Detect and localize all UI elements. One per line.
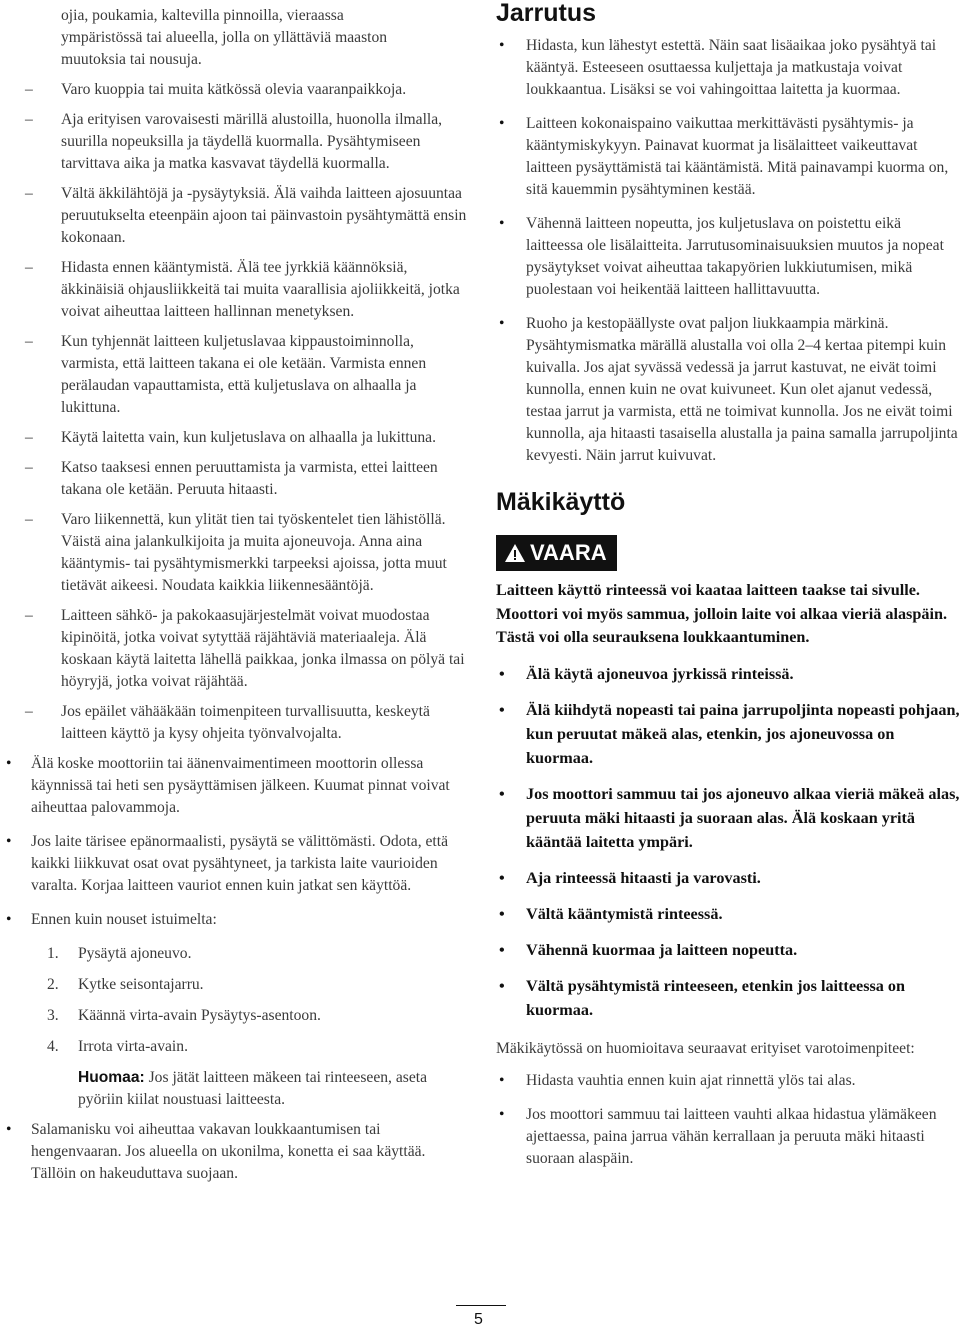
list-item: – Kun tyhjennät laitteen kuljetuslavaa kippaustoiminnolla, varmista, että laitteen takana ei ole ketään. Varmista ennen perälaudan vapauttamista, että kuljetuslava on alhaalla ja lukittuna. (25, 333, 427, 416)
list-item: – Laitteen sähkö- ja pakokaasujärjestelmät voivat muodostaa kipinöitä, jotka voivat sytyttää räjähtäviä materiaaleja. Älä koskaan käytä laitetta lähellä paikkaa, jonka ilmassa on pölyä tai höyryjä, jotka voivat räjähtää. (25, 607, 465, 690)
list-item: – Varo liikennettä, kun ylität tien tai työskentelet tien lähistöllä. Väistä aina jalankulkijoita ja muita ajoneuvoja. Anna aina kääntymis- tai pysähtymismerkki tarpeeksi ajoissa, jotta muut tietävät aikeesi. Noudata kaikkia liikennesääntöjä. (25, 511, 447, 594)
bullet-icon: • (499, 700, 505, 719)
list-item: • Älä koske moottoriin tai äänenvaimentimeen moottorin ollessa käynnissä tai heti sen pysäyttämisen jälkeen. Kuumat pinnat voivat aiheuttaa palovammoja. (6, 755, 450, 816)
dash-icon: – (25, 459, 33, 476)
danger-label: VAARA (530, 540, 607, 565)
bullet-icon: • (6, 911, 12, 928)
list-item: • Laitteen kokonaispaino vaikuttaa merkittävästi pysähtymis- ja kääntymiskykyyn. Painavat kuormat ja lisälaitteet vaikeuttavat laitteen pysäyttämistä tai kääntämistä. Mitä painavampi kuorma on, sitä kauemmin pysähtyminen kestää. (499, 115, 949, 198)
bullet-icon: • (499, 904, 505, 923)
bullet-icon: • (6, 833, 12, 850)
dash-icon: – (25, 429, 33, 446)
dash-icon: – (25, 703, 33, 720)
danger-list (496, 662, 960, 1022)
dash-icon: – (25, 333, 33, 350)
note-label: Huomaa: (78, 1069, 145, 1086)
list-item: – Käytä laitetta vain, kun kuljetuslava on alhaalla ja lukittuna. (0, 427, 470, 449)
page-number: 5 (474, 1311, 483, 1328)
intro-line: ojia, poukamia, kaltevilla pinnoilla, vieraassa (61, 7, 344, 24)
left-column (0, 5, 470, 1197)
list-item: • Aja rinteessä hitaasti ja varovasti. (496, 866, 960, 890)
dash-icon: – (25, 259, 33, 276)
danger-badge (496, 535, 617, 571)
list-item: • Vältä pysähtymistä rinteeseen, etenkin jos laitteessa on kuormaa. (496, 974, 960, 1022)
slope-intro: Mäkikäytössä on huomioitava seuraavat erityiset varotoimenpiteet: (496, 1039, 915, 1057)
dash-icon: – (25, 185, 33, 202)
list-item: • Vähennä laitteen nopeutta, jos kuljetuslava on poistettu eikä laitteessa ole lisälaitteita. Jarrutusominaisuuksien muutos ja nopeat pysäytykset voivat aiheuttaa takapyörien lukkiutumisen, mikä puolestaan voi heikentää laitteen hallittavuutta. (499, 215, 944, 298)
list-item: • Hidasta vauhtia ennen kuin ajat rinnettä ylös tai alas. (496, 1070, 960, 1092)
list-item: • Vältä kääntymistä rinteessä. (496, 902, 960, 926)
list-item: • Jos laite tärisee epänormaalisti, pysäytä se välittömästi. Odota, että kaikki liikkuvat osat ovat pysähtyneet, ja tarkista laite vaurioiden varalta. Korjaa laitteen vauriot ennen kuin jatkat sen käyttöä. (6, 833, 449, 894)
bullet-icon: • (499, 315, 505, 332)
right-column (496, 0, 960, 1182)
list-item: • Älä kiihdytä nopeasti tai paina jarrupoljinta nopeasti pohjaan, kun peruutat mäkeä alas, etenkin, jos ajoneuvossa on kuormaa. (496, 698, 960, 770)
list-item: • Jos moottori sammuu tai laitteen vauhti alkaa hidastua ylämäkeen ajettaessa, paina jarrua vähän kerrallaan ja peruuta mäki hitaasti suoraan alaspäin. (499, 1105, 937, 1167)
numbered-step: 3. Käännä virta-avain Pysäytys-asentoon. (47, 1007, 321, 1024)
dash-icon: – (25, 607, 33, 624)
section-heading-slope: Mäkikäyttö (496, 488, 626, 516)
list-item: • Ennen kuin nouset istuimelta: (0, 909, 470, 931)
list-item: • Älä käytä ajoneuvoa jyrkissä rinteissä. (496, 662, 960, 686)
danger-text: Laitteen käyttö rinteessä voi kaataa laitteen taakse tai sivulle. Moottori voi myös sammua, jolloin laite voi alkaa vieriä alaspäin. Tästä voi olla seurauksena loukkaantuminen. (496, 581, 947, 646)
warning-triangle-icon (504, 543, 526, 563)
list-item: • Jos moottori sammuu tai jos ajoneuvo alkaa vieriä mäkeä alas, peruuta mäki hitaasti ja suoraan alas. Älä koskaan yritä kääntää laitetta ympäri. (496, 782, 960, 854)
bullet-icon: • (499, 868, 505, 887)
bullet-icon: • (499, 37, 505, 54)
bullet-icon: • (499, 1105, 505, 1123)
dash-icon: – (25, 81, 33, 98)
bullet-icon: • (499, 215, 505, 232)
bullet-icon: • (499, 1071, 505, 1089)
list-item: • Salamanisku voi aiheuttaa vakavan loukkaantumisen tai hengenvaaran. Jos alueella on ukonilma, konetta ei saa käyttää. Tällöin on hakeuduttava suojaan. (6, 1121, 426, 1182)
list-item: – Vältä äkkilähtöjä ja -pysäytyksiä. Älä vaihda laitteen ajosuuntaa peruutukselta eteenpäin ajoon tai päinvastoin pysähtymättä ensin kokonaan. (25, 185, 467, 246)
numbered-step: 4. Irrota virta-avain. (47, 1038, 188, 1055)
list-item: – Varo kuoppia tai muita kätkössä olevia vaaranpaikkoja. (0, 79, 470, 101)
numbered-step: 1. Pysäytä ajoneuvo. (47, 945, 192, 962)
bullet-icon: • (6, 755, 12, 772)
bullet-icon: • (499, 940, 505, 959)
list-item: – Jos epäilet vähääkään toimenpiteen turvallisuutta, keskeytä laitteen käyttö ja kysy ohjeita työnvalvojalta. (25, 703, 430, 742)
note-text: Jos jätät laitteen mäkeen tai rinteeseen, aseta pyöriin kiilat noustuasi laitteesta. (78, 1069, 428, 1108)
bullet-icon: • (499, 664, 505, 683)
list-item: – Hidasta ennen kääntymistä. Älä tee jyrkkiä käännöksiä, äkkinäisiä ohjausliikkeitä tai muita vaarallisia ajoliikkeitä, jotka voivat aiheuttaa laitteen hallinnan menetyksen. (25, 259, 460, 320)
bullet-icon: • (499, 976, 505, 995)
dash-icon: – (25, 511, 33, 528)
intro-line: muutoksia tai nousuja. (61, 51, 202, 68)
note (0, 1067, 470, 1111)
list-item: – Katso taaksesi ennen peruuttamista ja varmista, ettei laitteen takana ole ketään. Peruuta hitaasti. (25, 459, 438, 498)
bullet-icon: • (6, 1121, 12, 1138)
section-heading-brakes: Jarrutus (496, 0, 597, 27)
list-item: • Hidasta, kun lähestyt estettä. Näin saat lisäaikaa joko pysähtyä tai kääntyä. Esteeseen osuttaessa kuljettaja ja matkustaja voivat loukkaantua. Lisäksi se voi vahingoittaa laitetta ja kuormaa. (499, 37, 937, 98)
footer-rule (456, 1305, 506, 1306)
list-item: – Aja erityisen varovaisesti märillä alustoilla, huonolla ilmalla, suurilla nopeuksilla ja täydellä kuormalla. Pysähtymiseen tarvittava aika ja matka kasvavat täydellä kuormalla. (25, 111, 443, 172)
numbered-step: 2. Kytke seisontajarru. (47, 976, 204, 993)
bullet-icon: • (499, 784, 505, 803)
list-item: • Ruoho ja kestopäällyste ovat paljon liukkaampia märkinä. Pysähtymismatka märällä alustalla voi olla 2–4 kertaa pitempi kuin kuivalla. Jos ajat syvässä vedessä ja jarrut kastuvat, ne eivät toimi kunnolla, ennen kuin ne ovat kuivuneet. Kun olet ajanut vedessä, testaa jarrut ja varmista, että ne toimivat kunnolla. Jos ne eivät toimi kunnolla, aja hitaasti tasaisella alustalla ja paina samalla jarrupoljinta kevyesti. Näin jarrut kuivuvat. (499, 315, 958, 464)
list-item: • Vähennä kuormaa ja laitteen nopeutta. (496, 938, 960, 962)
dash-icon: – (25, 111, 33, 128)
intro-line: ympäristössä tai alueella, jolla on yllättäviä maaston (61, 29, 388, 46)
bullet-icon: • (499, 115, 505, 132)
